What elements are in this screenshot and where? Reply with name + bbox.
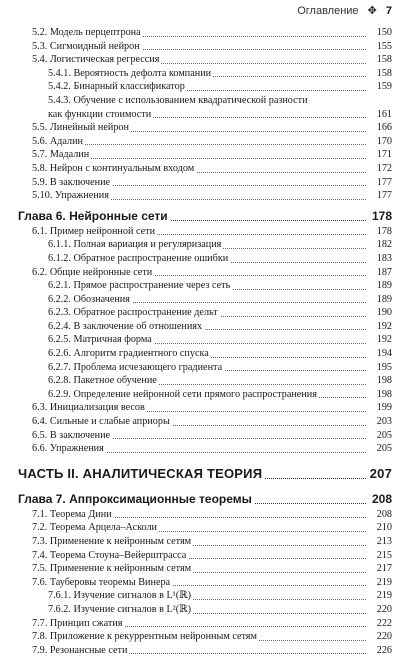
toc-entry	[18, 80, 392, 94]
entry-page-number: 194	[376, 348, 392, 360]
toc-entry	[18, 162, 392, 176]
entry-page-number: 177	[376, 190, 392, 202]
entry-title: 5.3. Сигмоидный нейрон	[32, 40, 140, 52]
entry-title: 6.2.5. Матричная форма	[48, 334, 152, 346]
toc-entry	[18, 521, 392, 535]
entry-page-number: 220	[376, 603, 392, 615]
page-number: 7	[385, 5, 392, 17]
toc-entry	[18, 630, 392, 644]
entry-title: ЧАСТЬ II. АНАЛИТИЧЕСКАЯ ТЕОРИЯ	[18, 465, 263, 481]
toc-entry	[18, 374, 392, 388]
entry-title: 7.2. Теорема Арцела–Асколи	[32, 522, 158, 534]
entry-page-number: 187	[376, 266, 392, 278]
entry-page-number: 208	[376, 508, 392, 520]
entry-page-number: 220	[376, 631, 392, 643]
toc-entry	[18, 148, 392, 162]
entry-page-number: 161	[376, 108, 392, 120]
entry-page-number: 171	[376, 149, 392, 161]
toc-entry	[18, 189, 392, 203]
table-of-contents	[0, 26, 410, 657]
entry-title: 5.4.3. Обучение с использованием квадратической разности	[48, 94, 308, 106]
entry-title: 6.2.7. Проблема исчезающего градиента	[48, 361, 223, 373]
toc-entry	[18, 135, 392, 149]
entry-title: 6.2.6. Алгоритм градиентного спуска	[48, 348, 209, 360]
toc-entry	[18, 442, 392, 456]
toc-entry	[18, 401, 392, 415]
entry-page-number: 183	[376, 252, 392, 264]
entry-title: как функции стоимости	[48, 108, 152, 120]
toc-entry	[18, 562, 392, 576]
entry-page-number: 226	[376, 644, 392, 656]
entry-page-number: 158	[376, 67, 392, 79]
entry-page-number: 192	[376, 320, 392, 332]
toc-entry	[18, 121, 392, 135]
entry-title: 6.1.2. Обратное распространение ошибки	[48, 252, 229, 264]
entry-page-number: 192	[376, 334, 392, 346]
toc-entry	[18, 279, 392, 293]
entry-title: 5.7. Мадалин	[32, 149, 90, 161]
entry-title: 5.6. Адалин	[32, 135, 83, 147]
entry-title: 6.2.8. Пакетное обучение	[48, 375, 157, 387]
entry-page-number: 198	[376, 375, 392, 387]
entry-page-number: 190	[376, 307, 392, 319]
entry-title: 6.2. Общие нейронные сети	[32, 266, 153, 278]
entry-page-number: 182	[376, 239, 392, 251]
entry-title: 5.9. В заключение	[32, 176, 111, 188]
toc-entry	[18, 266, 392, 280]
entry-title: 7.1. Теорема Дини	[32, 508, 112, 520]
entry-page-number: 195	[376, 361, 392, 373]
entry-page-number: 199	[376, 402, 392, 414]
entry-title: 6.1.1. Полная вариация и регуляризация	[48, 239, 222, 251]
toc-entry	[18, 225, 392, 239]
entry-page-number: 150	[376, 27, 392, 38]
entry-page-number: 203	[376, 416, 392, 428]
entry-page-number: 208	[371, 491, 392, 506]
ornament-icon: ✥	[367, 5, 377, 17]
entry-title: 7.9. Резонансные сети	[32, 644, 128, 656]
entry-page-number: 198	[376, 388, 392, 400]
toc-entry	[18, 94, 392, 108]
toc-entry	[18, 238, 392, 252]
toc-entry	[18, 320, 392, 334]
entry-page-number: 178	[371, 208, 392, 223]
entry-title: 7.3. Применение к нейронным сетям	[32, 536, 192, 547]
entry-title: 6.2.1. Прямое распространение через сеть	[48, 280, 231, 292]
toc-entry	[18, 252, 392, 266]
toc-entry	[18, 176, 392, 190]
toc-entry	[18, 67, 392, 81]
entry-title: 5.2. Модель перцептрона	[32, 27, 141, 38]
entry-title: 5.10. Упражнения	[32, 190, 109, 202]
entry-page-number: 155	[376, 40, 392, 52]
entry-title: 7.8. Приложение к рекуррентным нейронным сетям	[32, 631, 257, 643]
toc-entry	[18, 429, 392, 443]
entry-page-number: 205	[376, 429, 392, 441]
entry-title: 6.1. Пример нейронной сети	[32, 225, 156, 237]
entry-title: 7.6. Тауберовы теоремы Винера	[32, 576, 171, 588]
toc-entry	[18, 603, 392, 617]
entry-page-number: 170	[376, 135, 392, 147]
entry-title: 7.4. Теорема Стоуна–Вейерштрасса	[32, 549, 187, 561]
toc-entry	[18, 53, 392, 67]
entry-page-number: 219	[376, 590, 392, 602]
entry-page-number: 166	[376, 122, 392, 134]
toc-entry	[18, 306, 392, 320]
entry-page-number: 215	[376, 549, 392, 561]
entry-title: 7.6.1. Изучение сигналов в L¹(ℝ)	[48, 590, 191, 602]
entry-title: 6.6. Упражнения	[32, 443, 104, 455]
toc-entry	[18, 589, 392, 603]
toc-entry	[18, 388, 392, 402]
entry-page-number: 189	[376, 293, 392, 305]
entry-title: 6.2.9. Определение нейронной сети прямого распространения	[48, 388, 317, 400]
entry-title: 6.5. В заключение	[32, 429, 111, 441]
toc-entry	[18, 415, 392, 429]
toc-entry	[18, 535, 392, 549]
running-title: Оглавление	[297, 5, 359, 17]
toc-entry	[18, 108, 392, 122]
entry-title: 7.6.2. Изучение сигналов в L²(ℝ)	[48, 603, 191, 615]
toc-entry	[18, 508, 392, 522]
entry-title: 6.2.4. В заключение об отношениях	[48, 320, 203, 332]
entry-page-number: 213	[376, 536, 392, 547]
entry-title: Глава 6. Нейронные сети	[18, 208, 168, 223]
toc-entry	[18, 617, 392, 631]
entry-title: 6.3. Инициализация весов	[32, 402, 145, 414]
entry-title: Глава 7. Аппроксимационные теоремы	[18, 491, 252, 506]
entry-page-number: 177	[376, 176, 392, 188]
entry-page-number: 189	[376, 280, 392, 292]
chapter-entry	[18, 207, 392, 225]
entry-title: 7.5. Применение к нейронным сетям	[32, 563, 192, 575]
entry-page-number: 219	[376, 576, 392, 588]
toc-entry	[18, 644, 392, 657]
toc-entry	[18, 26, 392, 40]
entry-page-number: 207	[368, 464, 392, 484]
entry-page-number: 210	[376, 522, 392, 534]
page-header	[18, 4, 392, 24]
entry-title: 6.4. Сильные и слабые априоры	[32, 416, 170, 428]
entry-title: 5.4.1. Вероятность дефолта компании	[48, 67, 212, 79]
entry-title: 7.7. Принцип сжатия	[32, 617, 123, 629]
entry-title: 5.4.2. Бинарный классификатор	[48, 81, 185, 93]
entry-title: 6.2.3. Обратное распространение дельт	[48, 307, 218, 319]
toc-entry	[18, 333, 392, 347]
toc-entry	[18, 293, 392, 307]
toc-entry	[18, 576, 392, 590]
entry-page-number: 217	[376, 563, 392, 575]
entry-page-number: 159	[376, 81, 392, 93]
entry-page-number: 205	[376, 443, 392, 455]
entry-title: 5.4. Логистическая регрессия	[32, 54, 160, 66]
chapter-entry	[18, 490, 392, 508]
entry-title: 6.2.2. Обозначения	[48, 293, 130, 305]
part-entry	[18, 464, 392, 484]
entry-page-number: 178	[376, 225, 392, 237]
entry-page-number: 172	[376, 162, 392, 174]
toc-entry	[18, 40, 392, 54]
toc-entry	[18, 361, 392, 375]
entry-title: 5.8. Нейрон с континуальным входом	[32, 162, 195, 174]
entry-page-number: 158	[376, 54, 392, 66]
entry-title: 5.5. Линейный нейрон	[32, 122, 129, 134]
toc-entry	[18, 347, 392, 361]
toc-entry	[18, 549, 392, 563]
entry-page-number: 222	[376, 617, 392, 629]
